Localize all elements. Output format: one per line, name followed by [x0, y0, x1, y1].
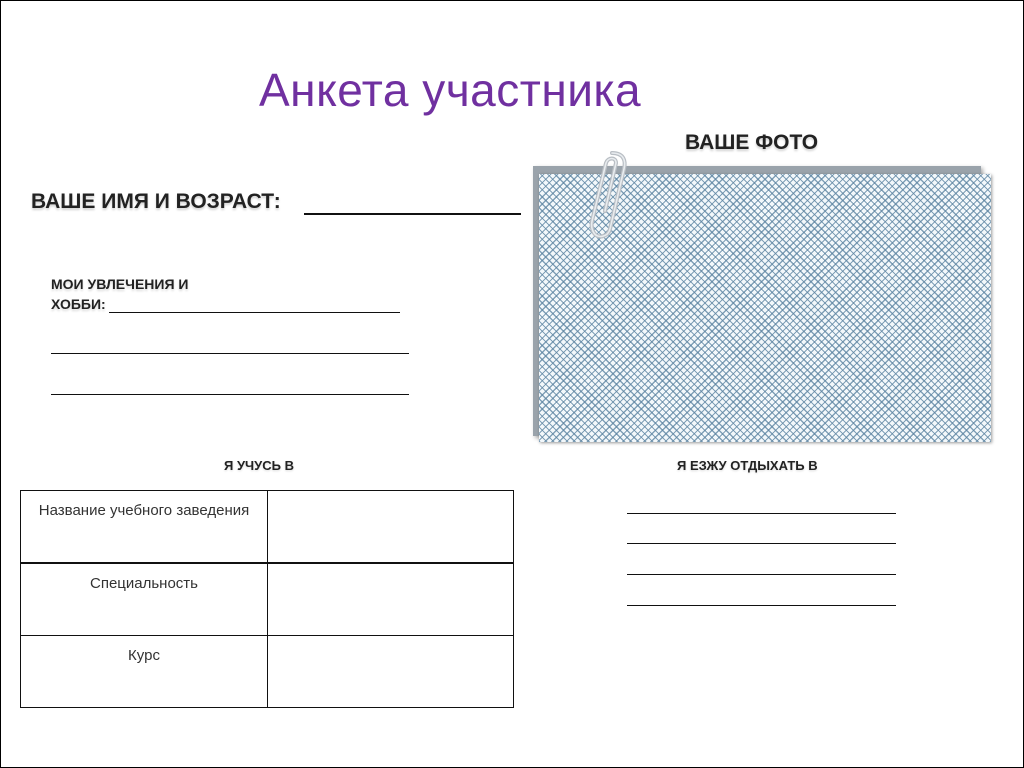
- specialty-label: Специальность: [21, 563, 268, 635]
- hobbies-line-3[interactable]: [51, 394, 409, 395]
- table-row: [21, 491, 514, 563]
- photo-label: ВАШЕ ФОТО: [685, 131, 819, 154]
- hobbies-line-1[interactable]: [109, 312, 400, 313]
- hobbies-label-line1: МОИ УВЛЕЧЕНИЯ И: [51, 276, 189, 292]
- name-age-label: ВАШЕ ИМЯ И ВОЗРАСТ:: [31, 190, 281, 213]
- rest-line-1[interactable]: [627, 513, 896, 514]
- hobbies-label: [51, 274, 189, 314]
- rest-heading: Я ЕЗЖУ ОТДЫХАТЬ В: [677, 458, 818, 473]
- study-heading: Я УЧУСЬ В: [224, 458, 294, 473]
- course-value-cell[interactable]: [268, 635, 514, 707]
- institution-value-cell[interactable]: [268, 491, 514, 563]
- rest-line-4[interactable]: [627, 605, 896, 606]
- rest-line-3[interactable]: [627, 574, 896, 575]
- hobbies-label-line2: ХОББИ:: [51, 296, 106, 312]
- specialty-value-cell[interactable]: [268, 563, 514, 635]
- institution-label: Название учебного заведения: [21, 491, 268, 563]
- course-label: Курс: [21, 635, 268, 707]
- table-row: [21, 563, 514, 635]
- paperclip-icon: [584, 149, 630, 241]
- table-row: [21, 635, 514, 707]
- hobbies-line-2[interactable]: [51, 353, 409, 354]
- name-age-line[interactable]: [304, 213, 521, 215]
- page-title: Анкета участника: [259, 64, 642, 116]
- study-table: [20, 490, 514, 708]
- rest-line-2[interactable]: [627, 543, 896, 544]
